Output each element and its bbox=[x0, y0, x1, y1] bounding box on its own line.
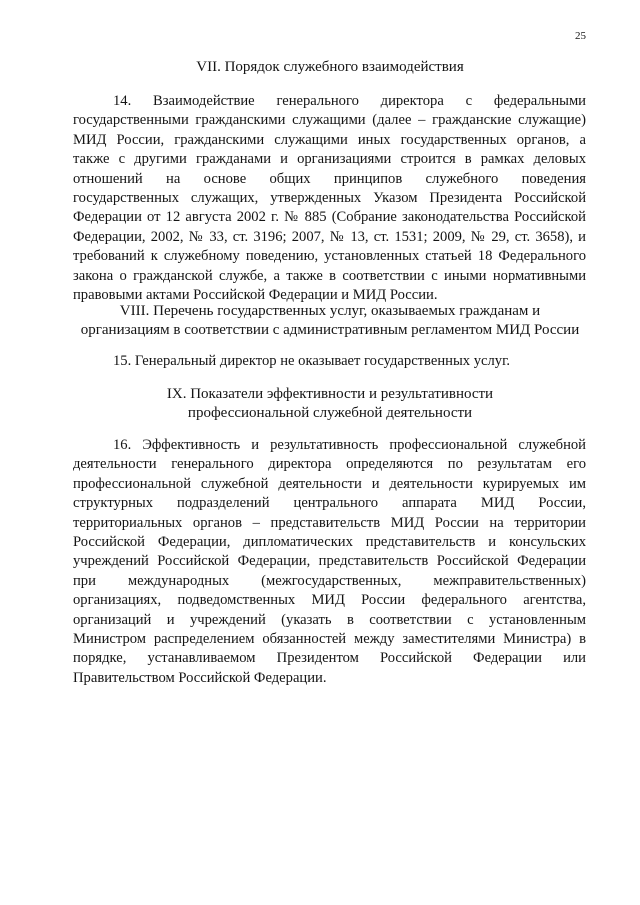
page-number: 25 bbox=[575, 30, 586, 42]
paragraph-line: организаций и учреждений (указать в соответствии с установленным bbox=[73, 611, 586, 628]
paragraph-line: деятельности генерального директора определяются по результатам его bbox=[73, 456, 586, 473]
paragraph-16 bbox=[73, 436, 586, 688]
paragraph-line: организациях, подведомственных МИД России федерального агентства, bbox=[73, 592, 586, 609]
paragraph-line: Федерации от 12 августа 2002 г. № 885 (Собрание законодательства Российской bbox=[73, 209, 586, 226]
heading-line: IX. Показатели эффективности и результативности bbox=[166, 386, 494, 402]
paragraph-line: требований к служебному поведению, установленных статьей 18 Федерального bbox=[73, 248, 586, 265]
section-9-heading bbox=[60, 385, 600, 423]
heading-line: VIII. Перечень государственных услуг, оказываемых гражданам и bbox=[119, 303, 541, 319]
paragraph-line: 14. Взаимодействие генерального директора с федеральными bbox=[113, 93, 586, 109]
paragraph-line: Министром распределением обязанностей между заместителями Министра) в bbox=[73, 631, 586, 648]
paragraph-line: также с другими гражданами и организациями строится в рамках деловых bbox=[73, 151, 586, 168]
section-8-heading bbox=[60, 302, 600, 340]
paragraph-line: МИД России, гражданскими служащими иных государственных органов, а bbox=[73, 131, 586, 148]
paragraph-line: при международных (межгосударственных, межправительственных) bbox=[73, 572, 586, 589]
heading-line: организациям в соответствии с административным регламентом МИД России bbox=[80, 322, 580, 338]
paragraph-line: правовыми актами Российской Федерации и МИД России. bbox=[73, 287, 438, 304]
heading-line: профессиональной служебной деятельности bbox=[187, 405, 473, 421]
paragraph-line: Правительством Российской Федерации. bbox=[73, 669, 327, 686]
paragraph-line: закона о гражданской службе, а также в соответствии с иными нормативными bbox=[73, 267, 586, 284]
paragraph-15 bbox=[73, 352, 586, 371]
paragraph-line: 16. Эффективность и результативность профессиональной служебной bbox=[113, 437, 586, 453]
paragraph-line: отношений на основе общих принципов служебного поведения bbox=[73, 170, 586, 187]
paragraph-line: 15. Генеральный директор не оказывает государственных услуг. bbox=[113, 353, 511, 369]
paragraph-line: профессиональной служебной деятельности и деятельности курируемых им bbox=[73, 475, 586, 492]
paragraph-line: территориальных органов – представительств МИД России на территории bbox=[73, 514, 586, 531]
paragraph-line: Российской Федерации, дипломатических представительств и консульских bbox=[73, 534, 586, 551]
paragraph-line: структурных подразделений центрального аппарата МИД России, bbox=[73, 495, 586, 512]
paragraph-14 bbox=[73, 92, 586, 305]
paragraph-line: государственных служащих, утвержденных Указом Президента Российской bbox=[73, 190, 586, 207]
section-7-heading: VII. Порядок служебного взаимодействия bbox=[196, 59, 464, 75]
paragraph-line: порядке, устанавливаемом Президентом Российской Федерации или bbox=[73, 650, 586, 667]
paragraph-line: Федерации, 2002, № 33, ст. 3196; 2007, № 13, ст. 1531; 2009, № 29, ст. 3658), и bbox=[73, 228, 586, 245]
paragraph-line: государственными гражданскими служащими (далее – гражданские служащие) bbox=[73, 112, 586, 129]
paragraph-line: учреждений Российской Федерации, представительств Российской Федерации bbox=[73, 553, 586, 570]
